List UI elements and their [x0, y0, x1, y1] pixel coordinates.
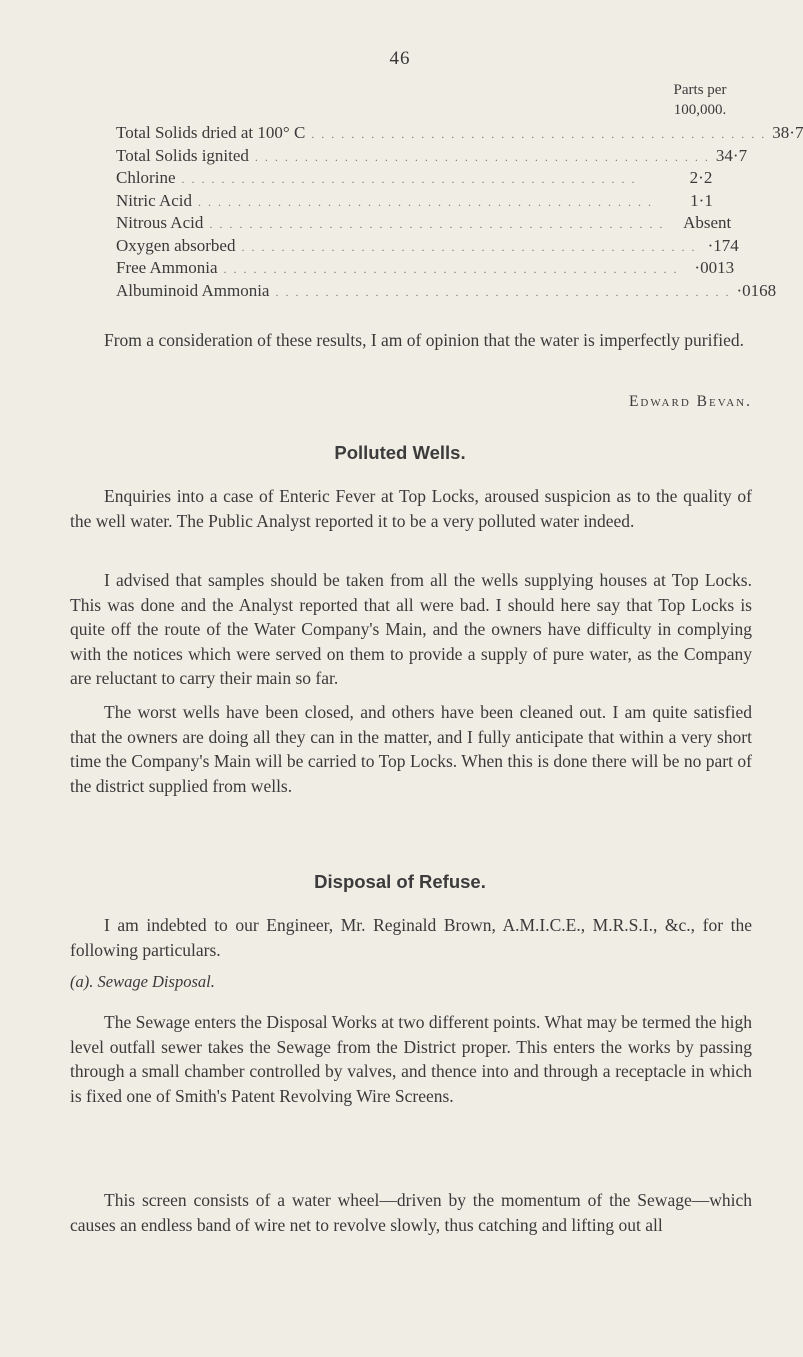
paragraph: The Sewage enters the Disposal Works at two different points. What may be termed the high level outfall sewer takes the Sewage from the District proper. This enters the works by passing through a small chamber controlled by valves, and thence into and through a receptacle in which is fixed one of Smith's Patent Revolving Wire Screens. [70, 1012, 752, 1106]
table-row [116, 257, 744, 280]
row-value: Absent [683, 213, 732, 232]
row-label: Chlorine [116, 168, 176, 187]
leader-dots: . . . . . . . . . . . . . . . . . . . . . . . . . . . . . . . . . . . . . . . . . . . . . . [275, 284, 731, 299]
leader-dots: . . . . . . . . . . . . . . . . . . . . . . . . . . . . . . . . . . . . . . . . . . . . . . [241, 239, 697, 254]
polluted-wells-paragraph-2 [70, 568, 752, 691]
row-label: Total Solids dried at 100° C [116, 123, 306, 142]
units-line-1: Parts per [673, 82, 727, 98]
subheading-sewage-disposal: (a). Sewage Disposal. [70, 972, 215, 991]
paragraph: Enquiries into a case of Enteric Fever at Top Locks, aroused suspicion as to the quality of the well water. The Public Analyst reported it to be a very polluted water indeed. [70, 486, 752, 531]
table-row [116, 280, 777, 303]
table-row [116, 212, 744, 235]
conclusion-paragraph: From a consideration of these results, I am of opinion that the water is imperfectly purified. [104, 330, 745, 350]
analysis-table [116, 122, 803, 302]
row-label: Albuminoid Ammonia [116, 280, 270, 300]
disposal-paragraph-2 [70, 1188, 752, 1237]
table-row [116, 190, 744, 213]
table-row [116, 122, 803, 145]
table-row [116, 145, 748, 168]
polluted-wells-paragraph-1 [70, 484, 752, 533]
conclusion-block [70, 328, 752, 353]
row-label: Nitrous Acid [116, 213, 204, 232]
leader-dots: . . . . . . . . . . . . . . . . . . . . . . . . . . . . . . . . . . . . . . . . . . . . . . [311, 127, 767, 141]
table-row [116, 167, 744, 190]
leader-dots: . . . . . . . . . . . . . . . . . . . . . . . . . . . . . . . . . . . . . . . . . . . . . . [209, 217, 665, 231]
leader-dots: . . . . . . . . . . . . . . . . . . . . . . . . . . . . . . . . . . . . . . . . . . . . . . [181, 172, 637, 186]
leader-dots: . . . . . . . . . . . . . . . . . . . . . . . . . . . . . . . . . . . . . . . . . . . . . . [223, 262, 679, 276]
row-label: Oxygen absorbed [116, 235, 236, 255]
row-label: Nitric Acid [116, 190, 193, 210]
paragraph: This screen consists of a water wheel—driven by the momentum of the Sewage—which causes an endless band of wire net to revolve slowly, thus catching and lifting out all [70, 1190, 752, 1235]
section-heading-disposal-of-refuse: Disposal of Refuse. [314, 871, 486, 892]
paragraph: I am indebted to our Engineer, Mr. Reginald Brown, A.M.I.C.E., M.R.S.I., &c., for the following particulars. [70, 915, 752, 960]
signature: Edward Bevan. [628, 393, 752, 410]
disposal-paragraph-1 [70, 1010, 752, 1108]
section-heading-polluted-wells: Polluted Wells. [334, 442, 466, 463]
row-value: 2·2 [689, 168, 713, 187]
row-value: ·0168 [736, 280, 777, 300]
row-value: 1·1 [690, 190, 713, 210]
leader-dots: . . . . . . . . . . . . . . . . . . . . . . . . . . . . . . . . . . . . . . . . . . . . . . [254, 149, 710, 164]
table-row [116, 235, 744, 258]
units-line-2: 100,000. [673, 102, 727, 118]
polluted-wells-paragraph-3 [70, 700, 752, 798]
row-value: ·174 [707, 235, 739, 255]
units-header [652, 80, 748, 120]
row-value: ·0013 [694, 258, 735, 277]
row-value: 38·7 [772, 123, 803, 142]
row-value: 34·7 [715, 145, 748, 165]
paragraph: The worst wells have been closed, and others have been cleaned out. I am quite satisfied that the owners are doing all they can in the matter, and I fully anticipate that within a very short time the Company's Main will be carried to Top Locks. When this is done there will be no part of the district supplied from wells. [70, 702, 752, 796]
paragraph: I advised that samples should be taken from all the wells supplying houses at Top Locks. This was done and the Analyst reported that all were bad. I should here say that Top Locks is quite off the route of the Water Company's Main, and the owners have difficulty in complying with the notices which were served on them to provide a supply of pure water, as the Company are reluctant to carry their main so far. [70, 570, 752, 688]
leader-dots: . . . . . . . . . . . . . . . . . . . . . . . . . . . . . . . . . . . . . . . . . . . . . . [198, 194, 654, 209]
disposal-intro-paragraph [70, 913, 752, 962]
row-label: Total Solids ignited [116, 145, 249, 165]
page-number: 46 [389, 48, 411, 69]
row-label: Free Ammonia [116, 258, 218, 277]
